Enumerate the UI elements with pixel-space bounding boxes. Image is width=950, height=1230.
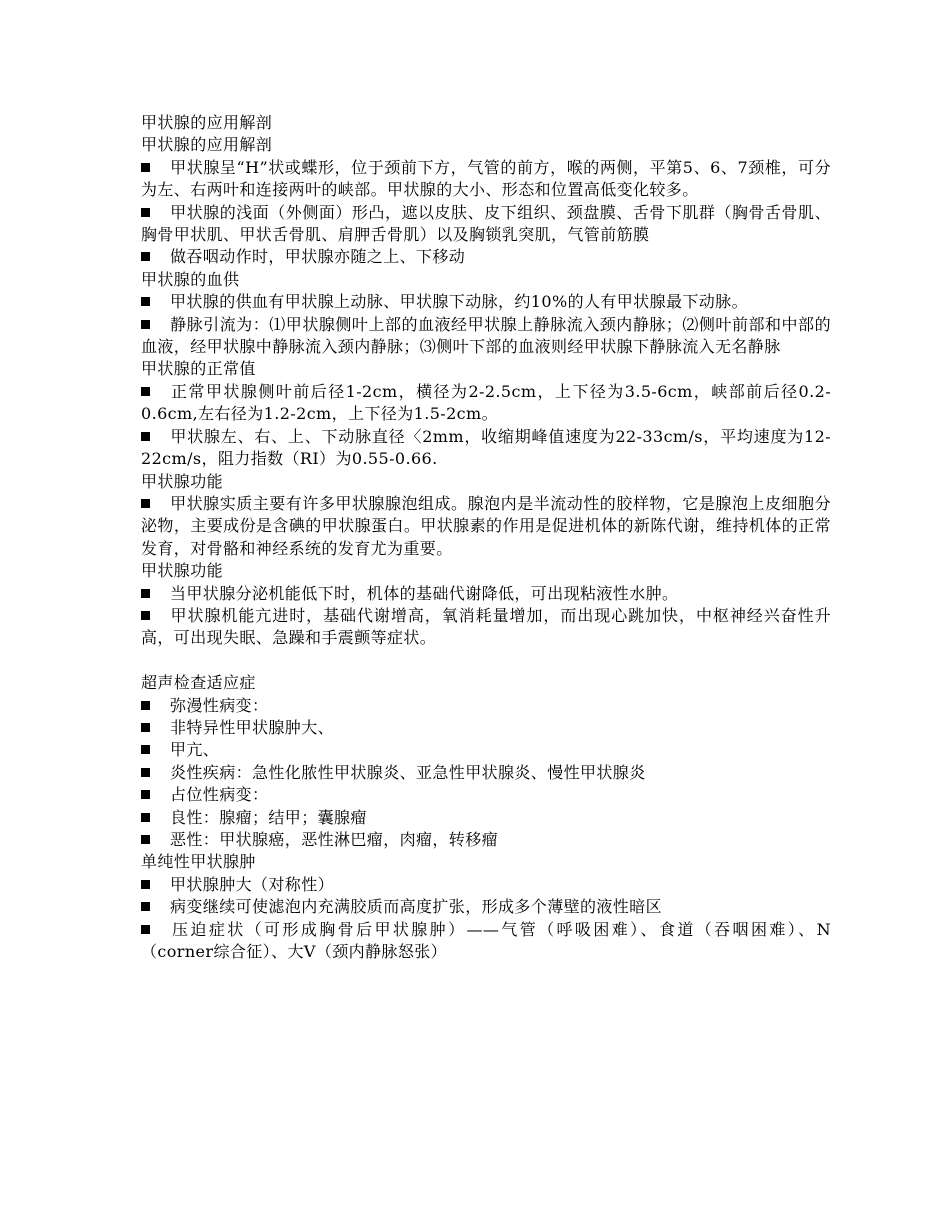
square-bullet-icon <box>141 297 150 306</box>
bullet-text: 炎性疾病：急性化脓性甲状腺炎、亚急性甲状腺炎、慢性甲状腺炎 <box>170 762 646 782</box>
bullet-text: 甲状腺的浅面（外侧面）形凸，遮以皮肤、皮下组织、颈盘膜、舌骨下肌群（胸骨舌骨肌、胸骨甲状肌、甲状舌骨肌、肩胛舌骨肌）以及胸锁乳突肌，气管前筋膜 <box>141 202 831 245</box>
section-heading: 甲状腺功能 <box>141 561 224 581</box>
bullet-item <box>141 717 831 739</box>
square-bullet-icon <box>141 768 150 777</box>
square-bullet-icon <box>141 745 150 754</box>
bullet-item <box>141 762 831 784</box>
section-heading: 甲状腺的应用解剖 <box>141 135 273 155</box>
bullet-text: 占位性病变： <box>170 785 269 805</box>
bullet-text: 良性：腺瘤；结甲；囊腺瘤 <box>170 807 367 827</box>
square-bullet-icon <box>141 925 150 934</box>
bullet-item <box>141 807 831 829</box>
bullet-item <box>141 314 831 359</box>
bullet-item <box>141 695 831 717</box>
bullet-item <box>141 426 831 471</box>
bullet-item <box>141 874 831 896</box>
square-bullet-icon <box>141 163 150 172</box>
bullet-item <box>141 739 831 761</box>
bullet-text: 甲状腺肿大（对称性） <box>170 874 335 894</box>
bullet-text: 恶性：甲状腺癌，恶性淋巴瘤，肉瘤，转移瘤 <box>170 829 499 849</box>
bullet-text: 甲亢、 <box>170 740 220 760</box>
section-heading: 超声检查适应症 <box>141 673 256 693</box>
square-bullet-icon <box>141 880 150 889</box>
bullet-text: 弥漫性病变： <box>170 695 269 715</box>
bullet-item <box>141 605 831 650</box>
blank-line <box>141 650 831 672</box>
bullet-text: 静脉引流为：⑴甲状腺侧叶上部的血液经甲状腺上静脉流入颈内静脉；⑵侧叶前部和中部的血液，经甲状腺中静脉流入颈内静脉；⑶侧叶下部的血液则经甲状腺下静脉流入无名静脉 <box>141 314 831 357</box>
bullet-text: 当甲状腺分泌机能低下时，机体的基础代谢降低，可出现粘液性水肿。 <box>170 583 679 603</box>
square-bullet-icon <box>141 723 150 732</box>
square-bullet-icon <box>141 835 150 844</box>
square-bullet-icon <box>141 432 150 441</box>
square-bullet-icon <box>141 813 150 822</box>
bullet-item <box>141 291 831 313</box>
bullet-item <box>141 829 831 851</box>
bullet-item <box>141 919 831 964</box>
bullet-text: 甲状腺左、右、上、下动脉直径〈2mm，收缩期峰值速度为22-33cm/s，平均速度为12-22cm/s，阻力指数（RI）为0.55-0.66. <box>141 426 831 469</box>
square-bullet-icon <box>141 252 150 261</box>
section-heading: 甲状腺的应用解剖 <box>141 113 273 132</box>
bullet-item <box>141 493 831 560</box>
bullet-text: 甲状腺实质主要有许多甲状腺腺泡组成。腺泡内是半流动性的胶样物，它是腺泡上皮细胞分泌物，主要成份是含碘的甲状腺蛋白。甲状腺素的作用是促进机体的新陈代谢，维持机体的正常发育，对骨骼和神经系统的发育尤为重要。 <box>141 493 831 558</box>
square-bullet-icon <box>141 611 150 620</box>
square-bullet-icon <box>141 499 150 508</box>
section-heading: 甲状腺的正常值 <box>141 359 256 379</box>
square-bullet-icon <box>141 208 150 217</box>
square-bullet-icon <box>141 320 150 329</box>
section-heading: 甲状腺功能 <box>141 471 224 491</box>
bullet-text: 甲状腺呈“H”状或蝶形，位于颈前下方，气管的前方，喉的两侧，平第5、6、7颈椎，可分为左、右两叶和连接两叶的峡部。甲状腺的大小、形态和位置高低变化较多。 <box>141 157 831 200</box>
square-bullet-icon <box>141 701 150 710</box>
square-bullet-icon <box>141 902 150 911</box>
bullet-text: 非特异性甲状腺肿大、 <box>170 717 335 737</box>
square-bullet-icon <box>141 589 150 598</box>
bullet-item <box>141 896 831 918</box>
bullet-text: 压迫症状（可形成胸骨后甲状腺肿）——气管（呼吸困难）、食道（吞咽困难）、N（corner综合征）、大V（颈内静脉怒张） <box>141 919 831 962</box>
bullet-item <box>141 583 831 605</box>
square-bullet-icon <box>141 790 150 799</box>
document-page <box>141 112 831 963</box>
bullet-item <box>141 784 831 806</box>
bullet-text: 病变继续可使滤泡内充满胶质而高度扩张，形成多个薄壁的液性暗区 <box>170 897 663 917</box>
section-heading: 甲状腺的血供 <box>141 269 240 289</box>
bullet-item <box>141 381 831 426</box>
square-bullet-icon <box>141 387 150 396</box>
bullet-text: 甲状腺机能亢进时，基础代谢增高，氧消耗量增加，而出现心跳加快，中枢神经兴奋性升高，可出现失眠、急躁和手震颤等症状。 <box>141 605 831 648</box>
bullet-item <box>141 246 831 268</box>
bullet-item <box>141 202 831 247</box>
section-heading: 单纯性甲状腺肿 <box>141 852 256 872</box>
bullet-text: 做吞咽动作时，甲状腺亦随之上、下移动 <box>170 247 466 267</box>
bullet-text: 甲状腺的供血有甲状腺上动脉、甲状腺下动脉，约10%的人有甲状腺最下动脉。 <box>170 292 748 312</box>
bullet-text: 正常甲状腺侧叶前后径1-2cm，横径为2-2.5cm，上下径为3.5-6cm，峡部前后径0.2-0.6cm,左右径为1.2-2cm，上下径为1.5-2cm。 <box>141 381 831 424</box>
bullet-item <box>141 157 831 202</box>
